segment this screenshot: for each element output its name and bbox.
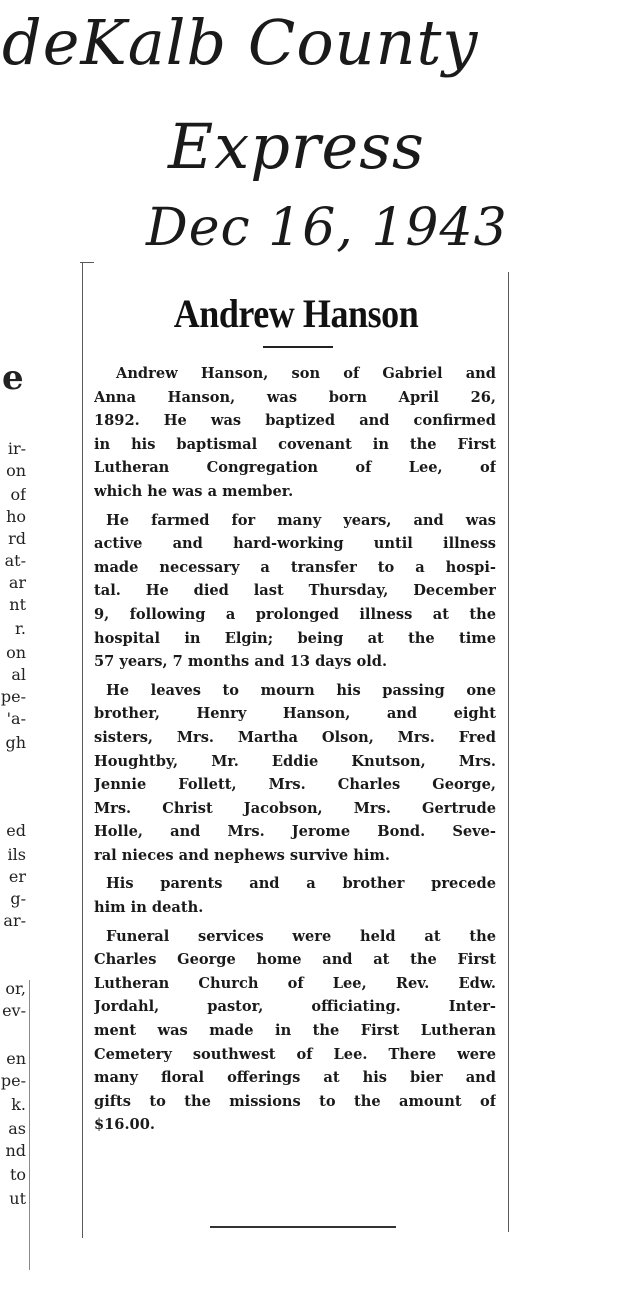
handwritten-county-name: deKalb County bbox=[2, 6, 479, 79]
article-line: brother, Henry Hanson, and eight bbox=[94, 705, 496, 723]
clipping-edge-top bbox=[80, 262, 94, 263]
article-line: Lutheran Church of Lee, Rev. Edw. bbox=[94, 974, 496, 992]
clipping-edge-far-left bbox=[29, 980, 30, 1270]
article-line: which he was a member. bbox=[94, 482, 294, 500]
obituary-headline: Andrew Hanson bbox=[173, 291, 419, 336]
adjacent-column-fragment bbox=[0, 290, 26, 1250]
closing-rule bbox=[210, 1226, 396, 1228]
adjacent-column-line: r. bbox=[15, 619, 26, 638]
adjacent-column-line: or, bbox=[5, 979, 26, 998]
article-line: sisters, Mrs. Martha Olson, Mrs. Fred bbox=[94, 728, 496, 746]
adjacent-column-line: ir- bbox=[7, 439, 26, 458]
obituary-body bbox=[94, 362, 496, 1142]
adjacent-column-line: ev- bbox=[2, 1001, 26, 1020]
adjacent-column-line: en bbox=[6, 1049, 26, 1068]
article-line: gifts to the missions to the amount of bbox=[94, 1092, 496, 1110]
adjacent-column-line: rd bbox=[8, 529, 26, 548]
article-line: His parents and a brother precede bbox=[106, 875, 496, 893]
adjacent-column-line: er bbox=[8, 867, 26, 886]
article-paragraph bbox=[94, 679, 496, 868]
adjacent-column-line: to bbox=[9, 1165, 26, 1184]
article-line: Funeral services were held at the bbox=[106, 927, 496, 945]
adjacent-column-line: nt bbox=[9, 595, 26, 614]
adjacent-column-line: ar bbox=[8, 573, 26, 592]
article-line: Holle, and Mrs. Jerome Bond. Seve- bbox=[94, 823, 496, 841]
article-line: in his baptismal covenant in the First bbox=[94, 435, 496, 453]
article-line: Lutheran Congregation of Lee, of bbox=[94, 459, 496, 477]
adjacent-column-line: al bbox=[11, 665, 26, 684]
column-rule-right bbox=[508, 272, 509, 1232]
adjacent-column-line: gh bbox=[5, 733, 26, 752]
article-line: Anna Hanson, was born April 26, bbox=[94, 388, 496, 406]
article-line: ral nieces and nephews survive him. bbox=[94, 846, 390, 864]
article-line: 57 years, 7 months and 13 days old. bbox=[94, 653, 388, 671]
adjacent-column-line: ed bbox=[6, 821, 26, 840]
adjacent-column-line: 'a- bbox=[6, 709, 26, 728]
article-line: Charles George home and at the First bbox=[94, 951, 496, 969]
article-line: Cemetery southwest of Lee. There were bbox=[94, 1045, 496, 1063]
adjacent-column-line: ils bbox=[7, 845, 26, 864]
column-rule-left bbox=[82, 262, 83, 1238]
article-line: hospital in Elgin; being at the time bbox=[94, 629, 496, 647]
obituary-clipping bbox=[86, 268, 506, 1238]
article-line: Andrew Hanson, son of Gabriel and bbox=[116, 365, 496, 382]
article-line: Jennie Follett, Mrs. Charles George, bbox=[94, 776, 496, 794]
adjacent-column-line: nd bbox=[5, 1141, 26, 1160]
article-line: active and hard-working until illness bbox=[94, 535, 496, 553]
headline-rule bbox=[263, 346, 333, 348]
article-paragraph bbox=[94, 872, 496, 919]
article-line: He leaves to mourn his passing one bbox=[106, 681, 496, 699]
article-paragraph bbox=[94, 925, 496, 1137]
adjacent-column-line: g- bbox=[10, 889, 26, 908]
article-paragraph bbox=[94, 509, 496, 674]
adjacent-column-line: k. bbox=[11, 1095, 26, 1114]
adjacent-column-line: at- bbox=[4, 551, 26, 570]
adjacent-column-letter: e bbox=[2, 358, 24, 398]
article-line: him in death. bbox=[94, 899, 204, 917]
adjacent-column-line: pe- bbox=[0, 1071, 26, 1090]
article-line: ment was made in the First Lutheran bbox=[94, 1022, 496, 1040]
handwritten-date: Dec 16, 1943 bbox=[146, 198, 508, 258]
article-line: many floral offerings at his bier and bbox=[94, 1069, 496, 1087]
article-line: tal. He died last Thursday, December bbox=[94, 582, 496, 600]
article-paragraph bbox=[94, 362, 496, 504]
article-line: $16.00. bbox=[94, 1116, 155, 1134]
adjacent-column-line: of bbox=[10, 485, 26, 504]
article-line: 9, following a prolonged illness at the bbox=[94, 605, 496, 623]
handwritten-newspaper-name: Express bbox=[168, 110, 425, 183]
adjacent-column-line: ar- bbox=[3, 911, 26, 930]
adjacent-column-line: ut bbox=[9, 1189, 26, 1208]
article-line: He farmed for many years, and was bbox=[106, 511, 496, 529]
adjacent-column-line: ho bbox=[6, 507, 26, 526]
adjacent-column-line: on bbox=[6, 643, 26, 662]
article-line: made necessary a transfer to a hospi- bbox=[94, 558, 496, 576]
article-line: Houghtby, Mr. Eddie Knutson, Mrs. bbox=[94, 752, 496, 770]
adjacent-column-line: on bbox=[6, 461, 26, 480]
adjacent-column-line: pe- bbox=[0, 687, 26, 706]
article-line: Jordahl, pastor, officiating. Inter- bbox=[94, 998, 496, 1016]
adjacent-column-line: as bbox=[8, 1119, 26, 1138]
article-line: Mrs. Christ Jacobson, Mrs. Gertrude bbox=[94, 799, 496, 817]
article-line: 1892. He was baptized and confirmed bbox=[94, 412, 496, 430]
